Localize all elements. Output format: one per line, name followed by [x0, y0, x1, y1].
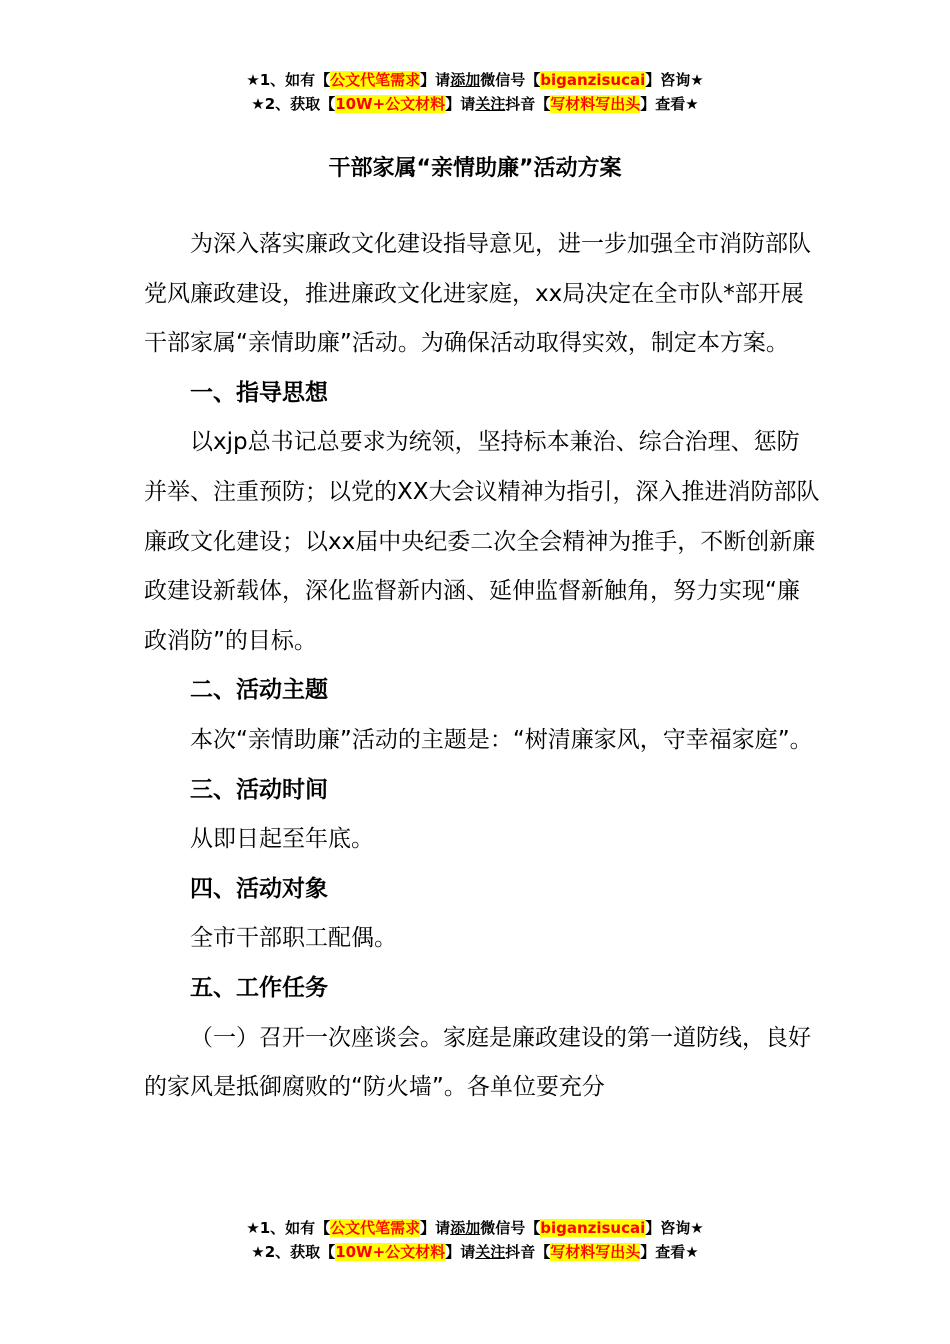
banner-text: ★2、获取【 — [251, 95, 336, 113]
banner-text: ★2、获取【 — [251, 1243, 336, 1261]
banner-line-1 — [0, 68, 950, 92]
banner-underlined: 添加 — [450, 71, 481, 89]
section-heading: 一、指导思想 — [190, 379, 328, 406]
banner-underlined: 关注 — [475, 1243, 506, 1261]
banner-text: 抖音【 — [505, 1243, 551, 1261]
footer-banner — [0, 1216, 950, 1264]
section-paragraph: 从即日起至年底。 — [190, 826, 374, 853]
section-heading: 三、活动时间 — [190, 776, 328, 803]
banner-text: 】咨询★ — [645, 71, 704, 89]
banner-highlight: 公文代笔需求 — [330, 1219, 421, 1237]
banner-underlined: 关注 — [475, 95, 506, 113]
section-heading: 五、工作任务 — [190, 974, 328, 1001]
section-heading: 四、活动对象 — [190, 875, 328, 902]
section-paragraph: 以xjp总书记总要求为统领，坚持标本兼治、综合治理、惩防并举、注重预防；以党的XX大会议精神为指引，深入推进消防部队廉政文化建设；以xx届中央纪委二次全会精神为推手，不断创新廉政建设新载体，深化监督新内涵、延伸监督新触角，努力实现“廉政消防”的目标。 — [144, 429, 820, 654]
section-paragraph: （一）召开一次座谈会。家庭是廉政建设的第一道防线，良好的家风是抵御腐败的“防火墙”。各单位要充分 — [144, 1024, 811, 1101]
intro-paragraph: 为深入落实廉政文化建设指导意见，进一步加强全市消防部队党风廉政建设，推进廉政文化进家庭，xx局决定在全市队*部开展干部家属“亲情助廉”活动。为确保活动取得实效，制定本方案。 — [144, 231, 811, 357]
banner-text: ★1、如有【 — [246, 1219, 331, 1237]
banner-highlight: 10W+公文材料 — [335, 1243, 446, 1261]
banner-text: 微信号【 — [480, 1219, 541, 1237]
header-banner — [0, 68, 950, 116]
banner-line-1 — [0, 1216, 950, 1240]
banner-line-2 — [0, 92, 950, 116]
banner-line-2 — [0, 1240, 950, 1264]
banner-highlight: biganzisucai — [540, 1219, 646, 1237]
banner-text: 】查看★ — [640, 95, 699, 113]
banner-highlight: biganzisucai — [540, 71, 646, 89]
banner-highlight: 写材料写出头 — [550, 1243, 641, 1261]
banner-text: 】请 — [445, 1243, 476, 1261]
banner-highlight: 写材料写出头 — [550, 95, 641, 113]
banner-text: ★1、如有【 — [246, 71, 331, 89]
banner-text: 】请 — [445, 95, 476, 113]
banner-highlight: 公文代笔需求 — [330, 71, 421, 89]
section-paragraph: 本次“亲情助廉”活动的主题是：“树清廉家风，守幸福家庭”。 — [190, 726, 813, 753]
banner-text: 微信号【 — [480, 71, 541, 89]
banner-underlined: 添加 — [450, 1219, 481, 1237]
banner-text: 】请 — [420, 1219, 451, 1237]
banner-text: 抖音【 — [505, 95, 551, 113]
banner-text: 】咨询★ — [645, 1219, 704, 1237]
document-title: 干部家属“亲情助廉”活动方案 — [328, 156, 622, 181]
banner-text: 】请 — [420, 71, 451, 89]
section-heading: 二、活动主题 — [190, 677, 328, 704]
section-paragraph: 全市干部职工配偶。 — [190, 925, 397, 952]
document-body — [144, 220, 820, 1113]
banner-text: 】查看★ — [640, 1243, 699, 1261]
banner-highlight: 10W+公文材料 — [335, 95, 446, 113]
